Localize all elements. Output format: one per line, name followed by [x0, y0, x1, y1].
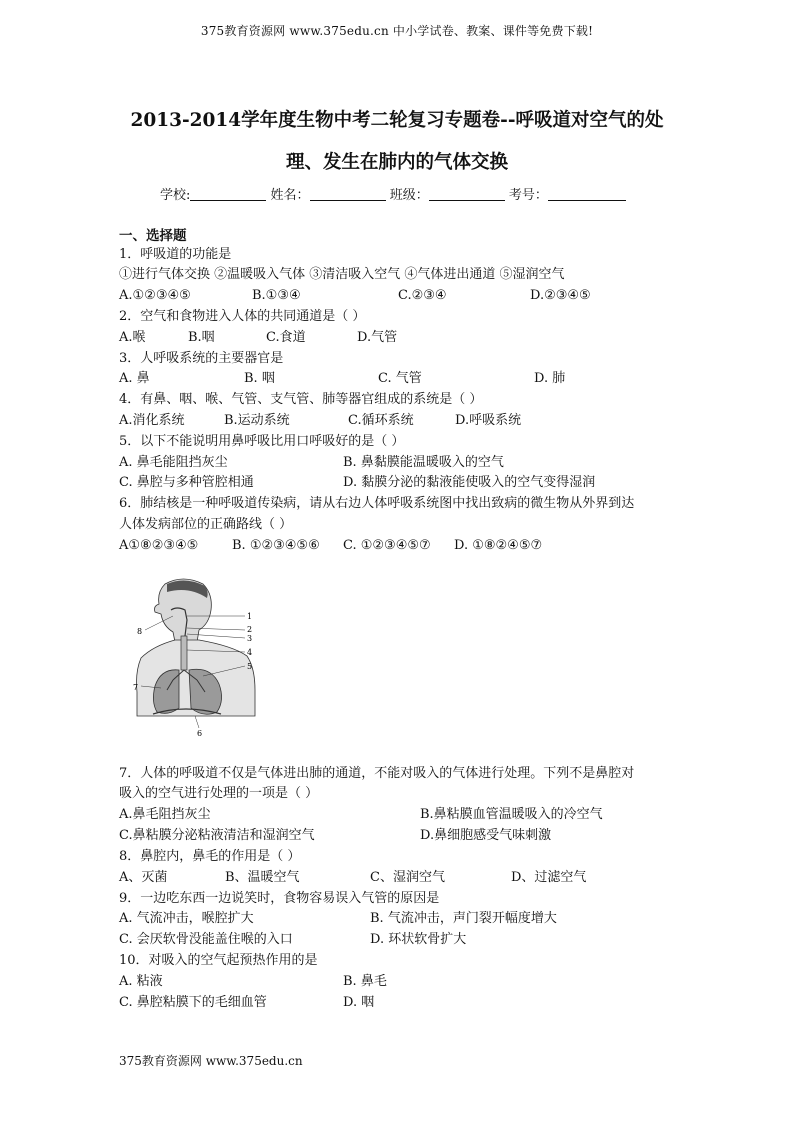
q10-option-d: D. 咽: [343, 995, 375, 1010]
q3-option-d: D. 肺: [534, 371, 566, 386]
school-blank[interactable]: [190, 186, 266, 201]
q6-option-b: B. ①②③④⑤⑥: [232, 538, 320, 553]
q1-option-a: A.①②③④⑤: [119, 288, 191, 303]
q2-option-c: C.食道: [266, 330, 306, 345]
question-9-stem: 9．一边吃东西一边说笑时，食物容易误入气管的原因是: [119, 891, 440, 906]
q7-option-a: A.鼻毛阻挡灰尘: [119, 807, 211, 822]
question-8-stem: 8．鼻腔内，鼻毛的作用是（ ）: [119, 849, 301, 864]
q8-option-d: D、过滤空气: [511, 870, 587, 885]
q6-option-a: A①⑧②③④⑤: [119, 538, 199, 553]
q9-option-a: A. 气流冲击，喉腔扩大: [119, 911, 254, 926]
q7-option-b: B.鼻粘膜血管温暖吸入的冷空气: [420, 807, 603, 822]
q1-option-b: B.①③④: [252, 288, 301, 303]
q2-option-a: A.喉: [119, 330, 146, 345]
q5-option-b: B. 鼻黏膜能温暖吸入的空气: [343, 455, 504, 470]
q4-option-d: D.呼吸系统: [455, 413, 522, 428]
q8-option-a: A、灭菌: [119, 870, 168, 885]
name-label: 姓名：: [270, 188, 310, 203]
figure-label-1: 1: [247, 612, 253, 621]
section-title: 一、选择题: [119, 228, 187, 244]
figure-label-8: 8: [137, 627, 143, 636]
question-3-stem: 3．人呼吸系统的主要器官是: [119, 351, 284, 366]
student-info-line: [160, 184, 626, 203]
q10-option-a: A. 粘液: [119, 974, 163, 989]
q10-option-c: C. 鼻腔粘膜下的毛细血管: [119, 995, 267, 1010]
q5-option-d: D. 黏膜分泌的黏液能使吸入的空气变得湿润: [343, 475, 596, 490]
q9-option-c: C. 会厌软骨没能盖住喉的入口: [119, 932, 293, 947]
q4-option-c: C.循环系统: [348, 413, 414, 428]
page-title: 2013-2014学年度生物中考二轮复习专题卷--呼吸道对空气的处: [130, 110, 664, 131]
q6-option-d: D. ①⑧②④⑤⑦: [454, 538, 543, 553]
page-footer: 375教育资源网 www.375edu.cn: [119, 1054, 303, 1068]
q4-option-a: A.消化系统: [119, 413, 185, 428]
figure-label-5: 5: [247, 662, 253, 671]
number-label: 考号：: [508, 188, 548, 203]
question-4-stem: 4．有鼻、咽、喉、气管、支气管、肺等器官组成的系统是（ ）: [119, 392, 483, 407]
q9-option-d: D. 环状软骨扩大: [370, 932, 467, 947]
class-blank[interactable]: [429, 186, 505, 201]
q3-option-b: B. 咽: [244, 371, 275, 386]
figure-label-3: 3: [247, 634, 253, 643]
page-title-continued: 理、发生在肺内的气体交换: [285, 152, 508, 173]
q1-option-c: C.②③④: [398, 288, 447, 303]
q9-option-b: B. 气流冲击，声门裂开幅度增大: [370, 911, 557, 926]
q7-option-d: D.鼻细胞感受气味刺激: [420, 828, 552, 843]
q8-option-c: C、湿润空气: [370, 870, 445, 885]
q3-option-a: A. 鼻: [119, 371, 150, 386]
number-blank[interactable]: [548, 186, 626, 201]
figure-label-6: 6: [197, 729, 203, 736]
q5-option-c: C. 鼻腔与多种管腔相通: [119, 475, 254, 490]
question-1-stem: 1．呼吸道的功能是: [119, 247, 232, 262]
q1-option-d: D.②③④⑤: [530, 288, 591, 303]
school-label: 学校:: [160, 188, 191, 203]
name-blank[interactable]: [310, 186, 386, 201]
q2-option-b: B.咽: [188, 330, 215, 345]
class-label: 班级：: [389, 188, 429, 203]
question-10-stem: 10．对吸入的空气起预热作用的是: [119, 953, 318, 968]
q7-option-c: C.鼻粘膜分泌粘液清洁和湿润空气: [119, 828, 315, 843]
question-5-stem: 5．以下不能说明用鼻呼吸比用口呼吸好的是（ ）: [119, 434, 405, 449]
question-6-stem-continued: 人体发病部位的正确路线（ ）: [119, 517, 293, 532]
q4-option-b: B.运动系统: [224, 413, 290, 428]
q10-option-b: B. 鼻毛: [343, 974, 387, 989]
figure-label-2: 2: [247, 625, 253, 634]
q2-option-d: D.气管: [357, 330, 398, 345]
question-7-stem: 7．人体的呼吸道不仅是气体进出肺的通道，不能对吸入的气体进行处理。下列不是鼻腔对: [119, 766, 635, 781]
q6-option-c: C. ①②③④⑤⑦: [343, 538, 431, 553]
figure-label-4: 4: [247, 648, 253, 657]
question-6-stem: 6．肺结核是一种呼吸道传染病，请从右边人体呼吸系统图中找出致病的微生物从外界到达: [119, 496, 635, 511]
figure-label-7: 7: [133, 683, 139, 692]
header-banner: 375教育资源网 www.375edu.cn 中小学试卷、教案、课件等免费下载!: [200, 24, 594, 38]
q8-option-b: B、温暖空气: [225, 870, 300, 885]
question-2-stem: 2．空气和食物进入人体的共同通道是（ ）: [119, 309, 366, 324]
q5-option-a: A. 鼻毛能阻挡灰尘: [119, 455, 228, 470]
question-1-statements: ①进行气体交换 ②温暖吸入气体 ③清洁吸入空气 ④气体进出通道 ⑤湿润空气: [119, 267, 565, 282]
q3-option-c: C. 气管: [378, 371, 422, 386]
question-7-stem-continued: 吸入的空气进行处理的一项是（ ）: [119, 786, 319, 801]
respiratory-system-figure: [133, 576, 263, 736]
